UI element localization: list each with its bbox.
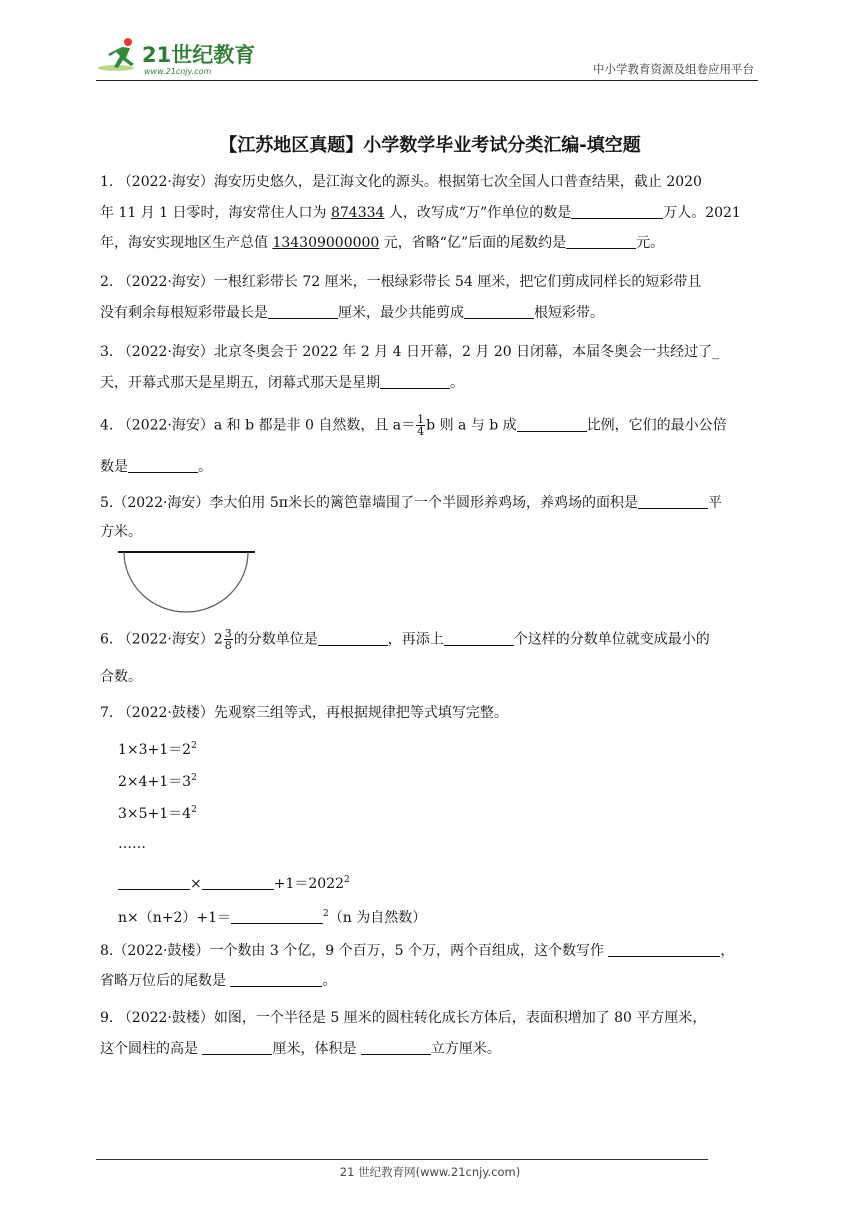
q5-line-2: 方米。 [100,524,142,540]
q9-line-2: 这个圆柱的高是 厘米，体积是 立方厘米。 [100,1038,501,1059]
q8-line-1: 8.（2022·鼓楼）一个数由 3 个亿，9 个百万，5 个万，两个百组成，这个数写作 ， [100,940,734,961]
answer-blank[interactable] [268,302,338,319]
answer-blank[interactable] [566,232,636,249]
answer-blank[interactable] [638,492,708,509]
answer-blank[interactable] [231,907,323,924]
semicircle-figure [118,549,258,615]
q3-line-2: 天，开幕式那天是星期五，闭幕式那天是星期 。 [100,372,464,393]
page-header [96,34,758,81]
answer-blank[interactable] [118,873,190,890]
runner-icon [98,38,134,71]
answer-blank[interactable] [202,1038,272,1055]
population-value: 874334 [330,205,385,221]
equation-1: $1\times 3+1=2^2$ [118,741,197,758]
footer-divider [96,1159,708,1160]
q2-line-2: 没有剩余每根短彩带最长是 厘米，最少共能剪成 根短彩带。 [100,302,604,323]
equation-3: $3\times 5+1=4^2$ [118,805,197,822]
equation-2: $2\times 4+1=3^2$ [118,773,197,790]
semicircle-arc [124,552,248,612]
equation-5: n×（n+2）+1＝ $^2$（n 为自然数） [118,909,427,926]
ellipsis: …… [118,836,146,852]
answer-blank[interactable] [517,415,587,432]
answer-blank[interactable] [464,302,534,319]
q6-line-2: 合数。 [100,669,142,685]
q8-line-2: 省略万位后的尾数是 。 [100,970,336,991]
fraction-one-quarter: $\frac{1}{4}$ [417,413,425,438]
site-logo [96,34,266,78]
q2-line-1: 2. （2022·海安）一根红彩带长 72 厘米，一根绿彩带长 54 厘米，把它们剪成同样长的短彩带且 [100,274,702,290]
svg-text:21世纪教育: 21世纪教育 [142,43,256,67]
svg-text:www.21cnjy.com: www.21cnjy.com [144,67,212,76]
q9-line-1: 9. （2022·鼓楼）如图，一个半径是 5 厘米的圆柱转化成长方体后，表面积增加了 80 平方厘米， [100,1010,707,1026]
answer-blank[interactable] [318,629,388,646]
gdp-value: 134309000000 [272,235,380,251]
equation-4: × $+1=2022^2$ [118,870,350,894]
q6-line-1: 6. （2022·海安）2 $\frac{3}{8}$ 的分数单位是 ，再添上 个这样的分数单位就变成最小的 [100,627,710,652]
platform-label: 中小学教育资源及组卷应用平台 [593,62,754,76]
answer-blank[interactable] [444,629,514,646]
page-footer: 21 世纪教育网(www.21cnjy.com) [339,1165,521,1179]
q5-line-1: 5.（2022·海安）李大伯用 5π米长的篱笆靠墙围了一个半圆形养鸡场，养鸡场的面积是 平 [100,492,722,513]
q7-line-1: 7. （2022·鼓楼）先观察三组等式，再根据规律把等式填写完整。 [100,705,508,721]
answer-blank[interactable] [380,372,450,389]
answer-blank[interactable] [202,873,274,890]
q1-line-2: 年 11 月 1 日零时，海安常住人口为 874334 人，改写成“万”作单位的数是 万人。2021 [100,202,741,223]
q4-line-1: 4. （2022·海安）a 和 b 都是非 0 自然数，且 a＝ $\frac{1}{4}$ b 则 a 与 b 成 比例，它们的最小公倍 [100,413,727,438]
q1-line-3: 年，海安实现地区生产总值 134309000000 元，省略“亿”后面的尾数约是 元。 [100,232,664,253]
answer-blank[interactable] [608,940,720,957]
answer-blank[interactable] [230,970,322,987]
page-title: 【江苏地区真题】小学数学毕业考试分类汇编-填空题 [219,135,641,156]
answer-blank[interactable] [571,202,663,219]
q1-line-1: 1. （2022·海安）海安历史悠久，是江海文化的源头。根据第七次全国人口普查结果，截止 2020 [100,174,702,190]
fraction-three-eighths: $\frac{3}{8}$ [224,627,232,652]
answer-blank[interactable] [361,1038,431,1055]
q3-line-1: 3. （2022·海安）北京冬奥会于 2022 年 2 月 4 日开幕，2 月 20 日闭幕，本届冬奥会一共经过了_ [100,344,720,360]
answer-blank[interactable] [128,456,198,473]
q4-line-2: 数是 。 [100,456,212,477]
